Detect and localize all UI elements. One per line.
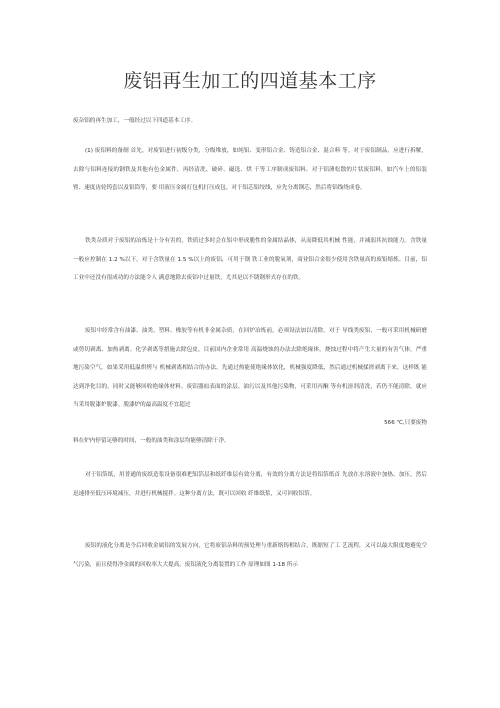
paragraph-5: 废铝的液化分离是今后回收金属铝的发展方向，它将废铝杂料的预处理与重新熔铸相结合，既缩短了工 艺流程，又可以最大限度地避免空气污染，而且使得净金属的回收率大大提高。废铝液化分离装置的工作 原理如图 1-18 所示	[73, 543, 427, 568]
paragraph-4: 对于铝箔纸，用普通的废纸造浆设备很难把铝箔层和纸纤维层有效分离，有效的分离方法是将铝箔纸首 先放在水溶液中加热、加压，然后迅速排至低压环境减压，并进行机械搅拌。这种分离方法，既可以回收 纤维纸浆，又可回收铝箔。	[73, 472, 427, 497]
paragraph-2: 铁类杂质对于废铝的冶炼是十分有害的，铁质过多时会在铝中形成脆性的金属结晶体，从而降低其机械 性能，并减弱其抗蚀能力。含铁量一般应控制在 1.2 %以下。对于含铁量在 1.5 %以上的废铝，可用于钢 铁工业的脱氧剂，商业铝合金很少使用含铁量高的废铝熔炼。目前，铝工业中还没有很成功的方法能令人 满意地除去废铝中过量铁，尤其是以不锈钢形式存在的铁。	[73, 238, 427, 281]
paragraph-3-temp: 566 ℃,只要废物	[384, 420, 427, 426]
paragraph-3: 废铝中经常含有油漆、油类、塑料、橡胶等有机非金属杂质，在回炉冶炼前，必须设法加以清除。对于 导线类废铝，一般可采用机械研磨或剪切剥离、加热剥离、化学剥离等措施去除包皮。目前国内企业常用 高温烧蚀的办法去除绝缘体，烧蚀过程中将产生大量的有害气体，严重地污染空气。如果采用低温烘烤与 机械剥离相结合的办法，先通过热能使绝缘体软化，机械强度降低，然后通过机械揉搓剥离下来，这样既 能达到净化目的，同时又能够回收绝缘体材料。废铝器皿表面的涂层、油污以及其他污染物，可采用丙酮 等有机溶剂清洗，若仍不能清除，就应当采用脱漆炉脱漆。脱漆炉的最高温度不宜超过	[73, 328, 427, 408]
intro-paragraph: 废杂铝的再生加工，一般经过以下四道基本工序。	[73, 118, 197, 124]
paragraph-1: (1) 废铝料的备制 首先，对废铝进行初级分类，分级堆放，如纯铝、变形铝合金、铸造铝合金、混合料 等。对于废铝制品，应进行拆解，去除与铝料连接的钢铁及其他有色金属件，再经清洗、破碎、磁选、烘 干等工序制成废铝料。对于铝薄松散的片状废铝料，如汽车上的铝装臂、速度齿轮铸套以及铝筒等，要 用液压金属打包机打压成包。对于铝芯铝绞线，应先分离钢芯，然后将铝线绕成卷。	[73, 148, 427, 191]
document-title: 废铝再生加工的四道基本工序	[123, 70, 377, 92]
paragraph-3-end: 料在炉内停留足够的时间，一般的油类和涂层均能够清除干净。	[73, 438, 230, 444]
